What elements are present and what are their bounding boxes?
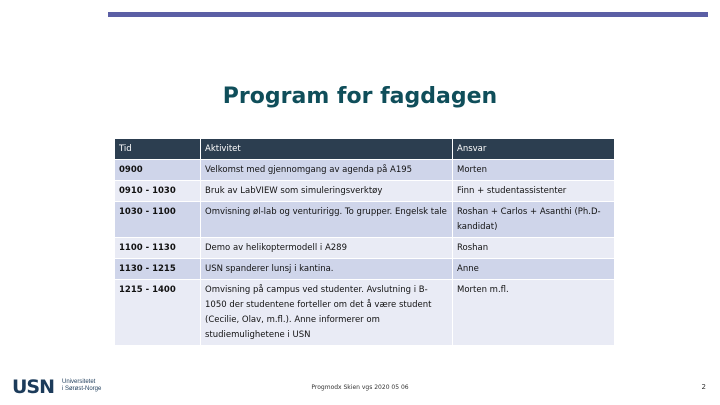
cell-ansvar: Roshan [453, 238, 615, 259]
table-row [115, 181, 615, 202]
cell-ansvar: Morten [453, 160, 615, 181]
header-aktivitet: Aktivitet [201, 139, 453, 160]
cell-aktivitet: Velkomst med gjennomgang av agenda på A195 [201, 160, 453, 181]
cell-tid: 1030 - 1100 [115, 202, 201, 238]
cell-tid: 1100 - 1130 [115, 238, 201, 259]
program-table [114, 138, 615, 346]
table-row [115, 160, 615, 181]
cell-tid: 0910 - 1030 [115, 181, 201, 202]
cell-ansvar: Morten m.fl. [453, 280, 615, 346]
cell-tid: 1130 - 1215 [115, 259, 201, 280]
cell-aktivitet: Omvisning på campus ved studenter. Avslutning i B-1050 der studentene forteller om det å være student (Cecilie, Olav, m.fl.). Anne informerer om studiemulighetene i USN [201, 280, 453, 346]
table-header-row [115, 139, 615, 160]
cell-ansvar: Finn + studentassistenter [453, 181, 615, 202]
table-row [115, 238, 615, 259]
top-accent-bar [108, 12, 708, 17]
cell-ansvar: Roshan + Carlos + Asanthi (Ph.D-kandidat) [453, 202, 615, 238]
cell-aktivitet: Omvisning øl-lab og venturirigg. To grupper. Engelsk tale [201, 202, 453, 238]
logo-mark: USN [12, 376, 55, 398]
cell-aktivitet: Bruk av LabVIEW som simuleringsverktøy [201, 181, 453, 202]
header-tid: Tid [115, 139, 201, 160]
table-row [115, 259, 615, 280]
slide-title: Program for fagdagen [222, 84, 498, 109]
table-row [115, 280, 615, 346]
logo-line-2: i Sørøst-Norge [62, 386, 102, 392]
cell-aktivitet: USN spanderer lunsj i kantina. [201, 259, 453, 280]
header-ansvar: Ansvar [453, 139, 615, 160]
page-number: 2 [701, 383, 706, 391]
cell-tid: 0900 [115, 160, 201, 181]
cell-tid: 1215 - 1400 [115, 280, 201, 346]
cell-aktivitet: Demo av helikoptermodell i A289 [201, 238, 453, 259]
table-row [115, 202, 615, 238]
cell-ansvar: Anne [453, 259, 615, 280]
footer-text: Progmodx Skien vgs 2020 05 06 [311, 384, 409, 391]
logo-line-1: Universitetet [62, 379, 96, 385]
